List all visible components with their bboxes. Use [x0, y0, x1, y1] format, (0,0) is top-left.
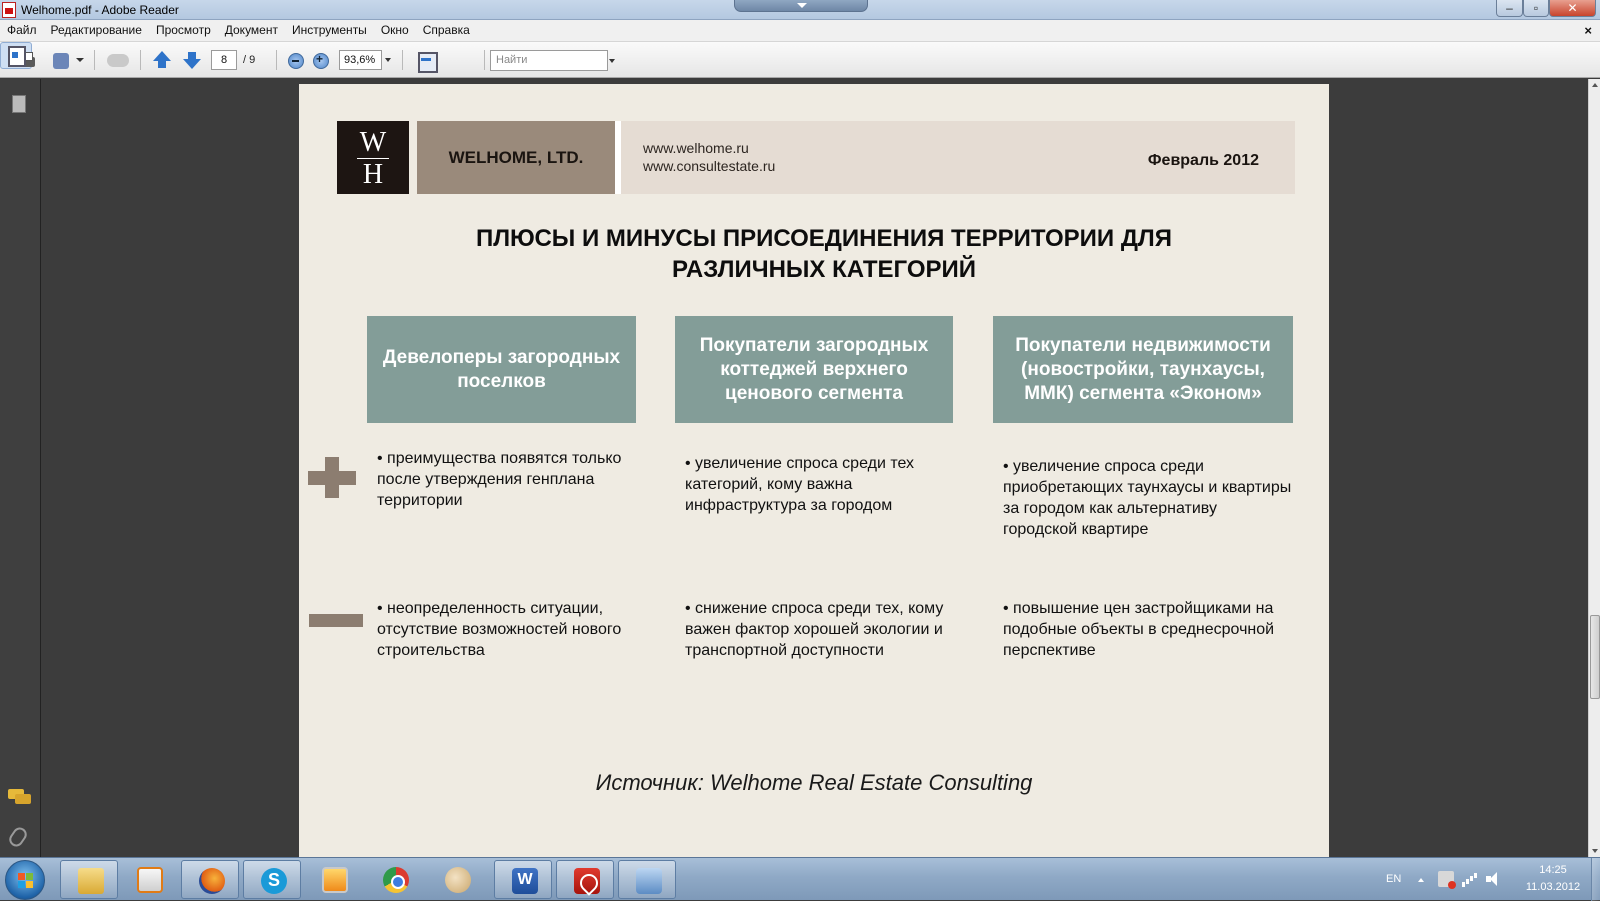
- clock-time[interactable]: 14:25: [1539, 864, 1567, 876]
- media-player-icon: [137, 867, 163, 893]
- scroll-down-icon[interactable]: [1592, 849, 1598, 853]
- toolbar: [0, 42, 1600, 78]
- plus-cell-economy-buyers: • увеличение спроса среди приобретающих таунхаусы и квартиры за городом как альтернативу городской квартире: [1003, 458, 1292, 538]
- photo-viewer-icon: [322, 867, 348, 893]
- minimize-icon: –: [1506, 1, 1513, 15]
- taskbar-explorer[interactable]: [60, 860, 118, 899]
- word-icon: [512, 868, 538, 894]
- menu-view[interactable]: Просмотр: [155, 23, 211, 37]
- window-title-bar[interactable]: [0, 0, 1600, 20]
- website-url-secondary: www.consultestate.ru: [643, 158, 776, 174]
- clock-date[interactable]: 11.03.2012: [1525, 881, 1581, 893]
- minimize-button[interactable]: [1496, 0, 1523, 17]
- language-indicator[interactable]: EN: [1386, 873, 1402, 885]
- zoom-dropdown-icon[interactable]: [385, 58, 391, 62]
- welhome-logo: [337, 121, 409, 194]
- close-document-button[interactable]: ×: [1584, 23, 1592, 38]
- taskbar-adobe-reader[interactable]: [556, 860, 614, 899]
- close-button[interactable]: [1549, 0, 1596, 17]
- logo-letter-h: H: [362, 159, 384, 190]
- page-number-input[interactable]: 8: [211, 50, 237, 70]
- attachment-icon[interactable]: [7, 825, 30, 849]
- cloud-icon[interactable]: [104, 49, 132, 71]
- start-button[interactable]: [5, 860, 45, 900]
- scrollbar-thumb[interactable]: [1590, 615, 1600, 699]
- toolbar-divider: [94, 50, 95, 70]
- taskbar-photo-viewer[interactable]: [305, 860, 363, 899]
- page-title-line2: РАЗЛИЧНЫХ КАТЕГОРИЙ: [671, 256, 977, 283]
- pdf-page: [299, 84, 1329, 857]
- maximize-button[interactable]: [1523, 0, 1549, 17]
- report-date: Февраль 2012: [1147, 152, 1259, 169]
- menu-tools[interactable]: Инструменты: [291, 23, 367, 37]
- column-header-label: Покупатели недвижимости (новостройки, таунхаусы, ММК) сегмента «Эконом»: [1015, 334, 1271, 404]
- minus-cell-developers: • неопределенность ситуации, отсутствие возможностей нового строительства: [377, 600, 622, 659]
- column-header-label: Покупатели загородных коттеджей верхнего ценового сегмента: [699, 334, 929, 404]
- network-icon[interactable]: [1462, 871, 1478, 887]
- taskbar-remote-desktop[interactable]: [618, 860, 676, 899]
- minus-icon: [309, 614, 363, 627]
- menu-file[interactable]: Файл: [7, 23, 37, 37]
- taskbar-chrome[interactable]: [366, 860, 424, 899]
- menu-help[interactable]: Справка: [422, 23, 470, 37]
- column-header-label: Девелоперы загородных поселков: [382, 346, 621, 392]
- taskbar-paint[interactable]: [428, 860, 486, 899]
- navigation-panel: [0, 79, 41, 857]
- show-desktop-button[interactable]: [1591, 858, 1600, 901]
- document-viewport[interactable]: [42, 79, 1588, 857]
- show-hidden-icons-icon[interactable]: [1418, 878, 1424, 882]
- minus-cell-economy-buyers: • повышение цен застройщиками на подобные объекты в среднесрочной перспективе: [1003, 600, 1275, 659]
- taskbar-media-player[interactable]: [120, 860, 178, 899]
- toolbar-divider: [140, 50, 141, 70]
- search-input[interactable]: Найти: [490, 50, 608, 71]
- scroll-up-icon[interactable]: [1592, 83, 1598, 87]
- share-icon[interactable]: [50, 49, 86, 71]
- taskbar-firefox[interactable]: [181, 860, 239, 899]
- website-url: www.welhome.ru: [643, 140, 749, 156]
- menu-window[interactable]: Окно: [380, 23, 409, 37]
- minus-cell-premium-buyers: • снижение спроса среди тех, кому важен фактор хорошей экологии и транспортной доступности: [685, 600, 944, 659]
- folder-icon: [78, 868, 104, 894]
- skype-icon: [261, 868, 287, 894]
- zoom-out-icon[interactable]: [287, 49, 305, 71]
- restore-icon: ▫: [1533, 1, 1539, 15]
- page-total: / 9: [243, 54, 256, 66]
- pages-panel-icon[interactable]: [12, 95, 26, 113]
- action-center-icon[interactable]: [1438, 871, 1454, 887]
- company-name: WELHOME, LTD.: [417, 121, 615, 194]
- logo-letter-w: W: [359, 127, 387, 158]
- previous-page-icon[interactable]: [150, 49, 174, 71]
- plus-cell-developers: • преимущества появятся только после утверждения генплана территории: [377, 450, 622, 509]
- column-header-economy-buyers: [993, 316, 1293, 423]
- menu-edit[interactable]: Редактирование: [50, 23, 142, 37]
- chrome-icon: [383, 867, 409, 893]
- next-page-icon[interactable]: [180, 49, 204, 71]
- header-info-block: [621, 121, 1295, 194]
- page-title-line1: ПЛЮСЫ И МИНУСЫ ПРИСОЕДИНЕНИЯ ТЕРРИТОРИИ ДЛЯ: [475, 225, 1173, 252]
- column-header-premium-buyers: [675, 316, 953, 423]
- adobe-reader-icon: [2, 2, 16, 18]
- plus-icon: [308, 457, 356, 498]
- menu-bar: [0, 20, 1600, 42]
- menu-document[interactable]: Документ: [224, 23, 278, 37]
- close-icon: ✕: [1567, 1, 1578, 15]
- taskbar-word[interactable]: [494, 860, 552, 899]
- column-header-developers: [367, 316, 636, 423]
- remote-desktop-icon: [636, 868, 662, 894]
- comments-icon[interactable]: [8, 789, 32, 805]
- window-title: Welhome.pdf - Adobe Reader: [21, 3, 179, 17]
- fit-width-icon[interactable]: [415, 49, 437, 71]
- toolbar-divider: [484, 50, 485, 70]
- paint-icon: [445, 867, 471, 893]
- page-title: [399, 223, 1249, 285]
- acrobat-icon: [574, 868, 600, 894]
- zoom-level-input[interactable]: 93,6%: [339, 50, 382, 70]
- chevron-down-icon[interactable]: [734, 0, 868, 12]
- search-dropdown-icon[interactable]: [609, 59, 615, 63]
- toolbar-divider: [402, 50, 403, 70]
- volume-icon[interactable]: [1486, 872, 1502, 886]
- vertical-scrollbar[interactable]: [1588, 79, 1600, 857]
- plus-cell-premium-buyers: • увеличение спроса среди тех категорий, кому важна инфраструктура за городом: [685, 455, 915, 514]
- taskbar: [0, 857, 1600, 900]
- toolbar-divider: [276, 50, 277, 70]
- taskbar-skype[interactable]: [243, 860, 301, 899]
- firefox-icon: [199, 868, 225, 894]
- zoom-in-icon[interactable]: [312, 49, 330, 71]
- source-caption: Источник: Welhome Real Estate Consulting: [595, 770, 1033, 795]
